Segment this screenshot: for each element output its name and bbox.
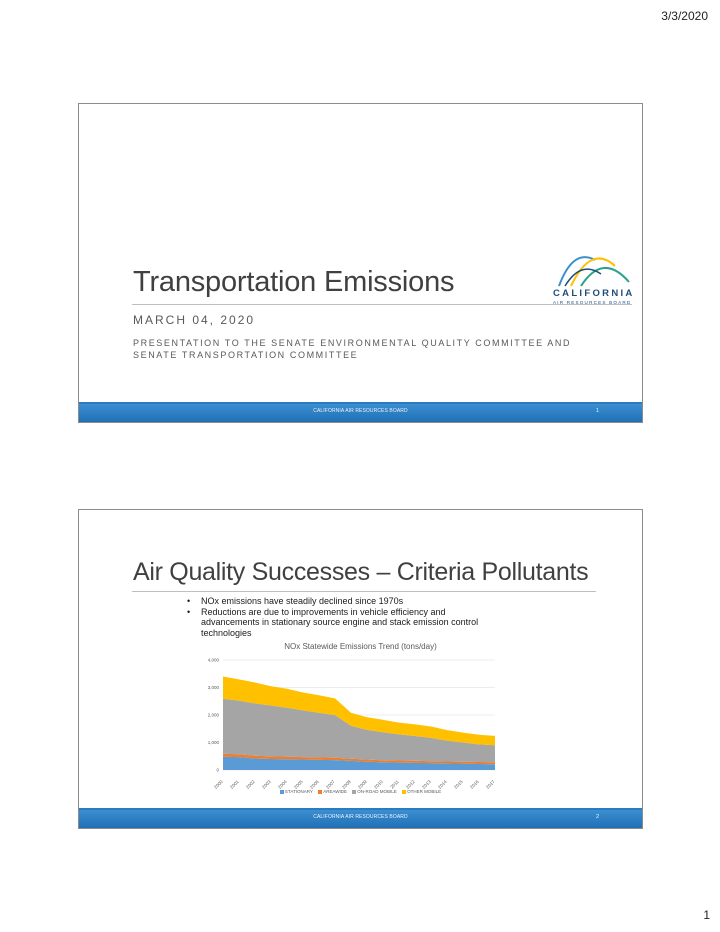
- slide-2: [78, 509, 643, 829]
- x-tick-label: 2017: [485, 779, 496, 790]
- y-tick-label: 3,000: [207, 685, 219, 690]
- y-tick-label: 4,000: [207, 657, 219, 663]
- legend-item: ON-ROAD MOBILE: [352, 789, 397, 794]
- slide-footer-bar: [79, 402, 642, 422]
- legend-swatch: [318, 790, 322, 794]
- legend-swatch: [402, 790, 406, 794]
- footer-text: CALIFORNIA AIR RESOURCES BOARD: [313, 814, 408, 820]
- y-tick-label: 2,000: [207, 712, 219, 718]
- x-tick-label: 2014: [437, 779, 448, 790]
- x-tick-label: 2010: [373, 779, 384, 790]
- x-tick-label: 2006: [309, 779, 320, 790]
- legend-swatch: [352, 790, 356, 794]
- chart-legend: [79, 789, 642, 794]
- slide-number: 2: [595, 814, 599, 820]
- x-tick-label: 2012: [405, 779, 416, 790]
- x-tick-label: 2004: [277, 779, 288, 790]
- slide-1-date: MARCH 04, 2020: [133, 313, 256, 327]
- x-tick-label: 2005: [293, 779, 304, 790]
- footer-text: CALIFORNIA AIR RESOURCES BOARD: [313, 408, 408, 414]
- x-tick-label: 2013: [421, 779, 432, 790]
- x-tick-label: 2009: [357, 779, 368, 790]
- x-tick-label: 2000: [213, 779, 224, 790]
- legend-item: STATIONARY: [280, 789, 313, 794]
- slide-2-title: Air Quality Successes – Criteria Pollutants: [133, 558, 589, 586]
- bullet-icon: •: [187, 596, 191, 606]
- logo-text-arb: AIR RESOURCES BOARD: [553, 300, 632, 305]
- chart-title: NOx Statewide Emissions Trend (tons/day): [284, 642, 437, 651]
- nox-area-chart: [199, 652, 499, 798]
- x-tick-label: 2001: [229, 779, 240, 790]
- x-tick-label: 2011: [389, 779, 400, 790]
- x-tick-label: 2008: [341, 779, 352, 790]
- legend-item: AREAWIDE: [318, 789, 347, 794]
- slide-footer-bar: [79, 808, 642, 828]
- y-tick-label: 0: [216, 767, 219, 773]
- legend-swatch: [280, 790, 284, 794]
- area-series-on-road-mobile: [223, 699, 495, 763]
- logo-text-california: CALIFORNIA: [553, 288, 635, 299]
- title-divider: [132, 591, 596, 592]
- x-tick-label: 2007: [325, 779, 336, 790]
- x-tick-label: 2016: [469, 779, 480, 790]
- x-tick-label: 2003: [261, 779, 272, 790]
- page-number: 1: [703, 908, 710, 922]
- slide-number: 1: [595, 408, 599, 414]
- x-tick-label: 2002: [245, 779, 256, 790]
- bullet-list: [187, 596, 497, 638]
- legend-item: OTHER MOBILE: [402, 789, 441, 794]
- slide-1: [78, 103, 643, 423]
- bullet-icon: •: [187, 606, 191, 617]
- bullet-item: • Reductions are due to improvements in vehicle efficiency and advancements in stationary source engine and stack emission control technologies: [187, 606, 479, 638]
- page-date: 3/3/2020: [661, 9, 708, 23]
- slide-1-description: PRESENTATION TO THE SENATE ENVIRONMENTAL QUALITY COMMITTEE AND SENATE TRANSPORTATION COMMITTEE: [133, 338, 572, 360]
- x-tick-label: 2015: [453, 779, 464, 790]
- y-tick-label: 1,000: [207, 740, 219, 745]
- bullet-item: • NOx emissions have steadily declined since 1970s: [187, 596, 404, 606]
- slide-1-title: Transportation Emissions: [133, 266, 455, 298]
